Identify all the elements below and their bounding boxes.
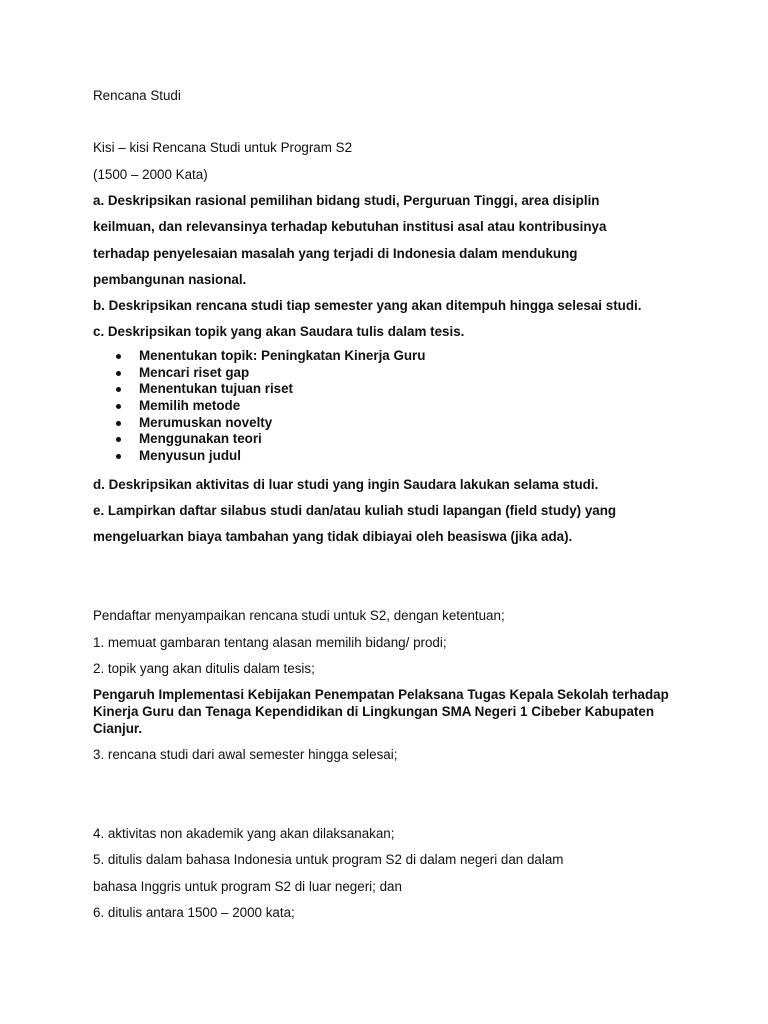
provision-5-line-2: bahasa Inggris untuk program S2 di luar negeri; dan (93, 879, 402, 894)
item-e-line-1: e. Lampirkan daftar silabus studi dan/atau kuliah studi lapangan (field study) yang (93, 503, 617, 518)
item-d: d. Deskripsikan aktivitas di luar studi yang ingin Saudara lakukan selama studi. (93, 477, 599, 492)
item-a-line-2: keilmuan, dan relevansinya terhadap kebutuhan institusi asal atau kontribusinya (93, 219, 607, 234)
list-item (93, 348, 425, 365)
list-item (93, 415, 425, 432)
provision-2: 2. topik yang akan ditulis dalam tesis; (93, 661, 315, 676)
list-item (93, 365, 425, 382)
list-item (93, 398, 425, 415)
bullet-icon (116, 387, 121, 392)
item-e-line-2: mengeluarkan biaya tambahan yang tidak dibiayai oleh beasiswa (jika ada). (93, 529, 573, 544)
provision-4: 4. aktivitas non akademik yang akan dilaksanakan; (93, 826, 395, 841)
list-item-label: Menentukan tujuan riset (139, 381, 294, 397)
provision-3: 3. rencana studi dari awal semester hingga selesai; (93, 747, 398, 762)
list-item (93, 448, 425, 465)
item-c: c. Deskripsikan topik yang akan Saudara tulis dalam tesis. (93, 324, 465, 339)
list-item-label: Memilih metode (139, 398, 241, 414)
bullet-icon (116, 404, 121, 409)
item-a-line-4: pembangunan nasional. (93, 272, 247, 287)
topic-steps-list (93, 348, 425, 465)
bullet-icon (116, 454, 121, 459)
document-title: Rencana Studi (93, 88, 181, 103)
list-item-label: Mencari riset gap (139, 364, 250, 380)
thesis-title: Pengaruh Implementasi Kebijakan Penempatan Pelaksana Tugas Kepala Sekolah terhadap Kinerja Guru dan Tenaga Kependidikan di Lingkungan SMA Negeri 1 Cibeber Kabupaten Cianjur. (93, 687, 669, 736)
list-item (93, 381, 425, 398)
provision-6: 6. ditulis antara 1500 – 2000 kata; (93, 905, 295, 920)
list-item (93, 431, 425, 448)
list-item-label: Merumuskan novelty (139, 414, 273, 430)
item-a-line-3: terhadap penyelesaian masalah yang terjadi di Indonesia dalam mendukung (93, 246, 578, 261)
item-a-line-1: a. Deskripsikan rasional pemilihan bidang studi, Perguruan Tinggi, area disiplin (93, 193, 600, 208)
bullet-icon (116, 421, 121, 426)
provision-5-line-1: 5. ditulis dalam bahasa Indonesia untuk program S2 di dalam negeri dan dalam (93, 852, 564, 867)
kisi-heading: Kisi – kisi Rencana Studi untuk Program S2 (93, 140, 353, 155)
list-item-label: Menentukan topik: Peningkatan Kinerja Guru (139, 348, 426, 363)
provisions-intro: Pendaftar menyampaikan rencana studi untuk S2, dengan ketentuan; (93, 608, 505, 623)
bullet-icon (116, 437, 121, 442)
provision-1: 1. memuat gambaran tentang alasan memilih bidang/ prodi; (93, 635, 447, 650)
item-b: b. Deskripsikan rencana studi tiap semester yang akan ditempuh hingga selesai studi. (93, 298, 642, 313)
bullet-icon (116, 371, 121, 376)
bullet-icon (116, 354, 121, 359)
word-count-note: (1500 – 2000 Kata) (93, 167, 208, 182)
list-item-label: Menggunakan teori (139, 431, 262, 447)
list-item-label: Menyusun judul (139, 448, 241, 464)
